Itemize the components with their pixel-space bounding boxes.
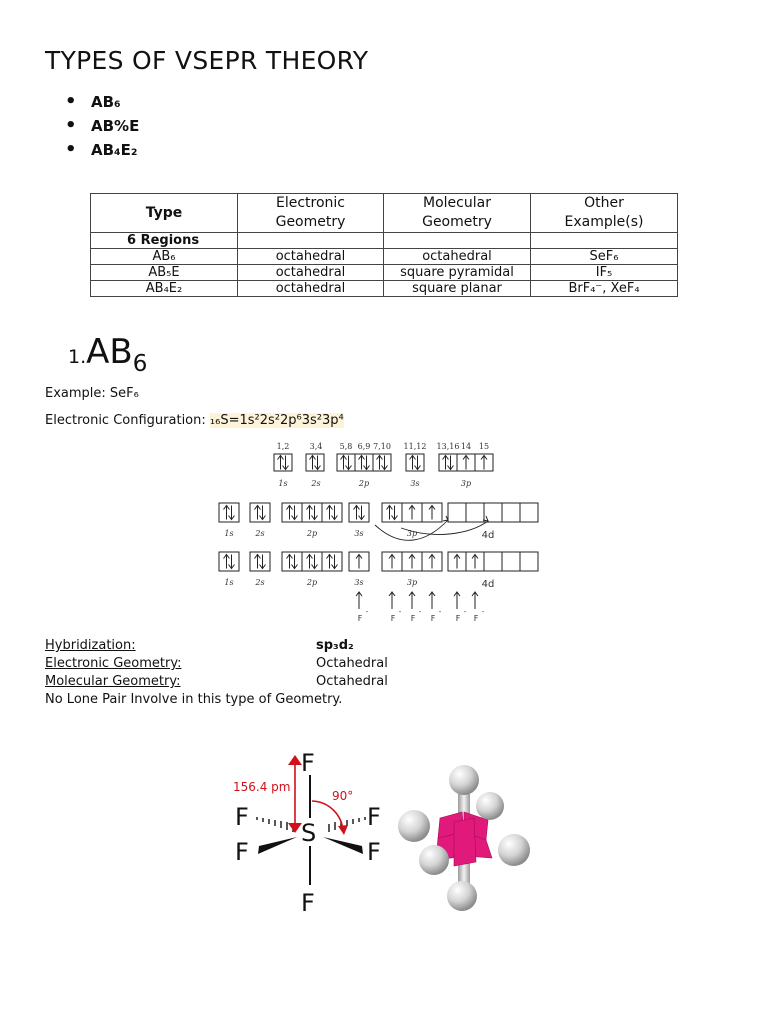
charge-mark: - — [365, 608, 369, 616]
fluorine-ball-top — [449, 765, 479, 795]
orbital-box — [520, 552, 538, 571]
fluorine-ball-bottom — [447, 881, 477, 911]
wedge-bond-right — [323, 837, 363, 854]
fluorine-label: F — [410, 614, 416, 623]
sulfur-core — [454, 818, 476, 866]
table-cell: octahedral — [238, 265, 384, 281]
orbital-box — [337, 454, 355, 471]
table-header-row — [91, 194, 678, 233]
electron-order-label: 11,12 — [403, 442, 427, 451]
fluorine-ball-front-left — [419, 845, 449, 875]
config-label: Electronic Configuration: — [45, 413, 210, 428]
dashed-bond-left — [257, 817, 293, 832]
orbital-box — [484, 552, 502, 571]
subshell-label: 3s — [354, 578, 364, 587]
fluorine-label: F — [357, 614, 363, 623]
table-cell: IF₅ — [531, 265, 678, 281]
orbital-box — [448, 503, 466, 522]
table-cell: AB₆ — [91, 249, 238, 265]
orbital-box — [306, 454, 324, 471]
orbital-box — [250, 503, 270, 522]
column-header: Other Example(s) — [531, 194, 678, 233]
orbital-box — [439, 454, 457, 471]
orbital-box — [520, 503, 538, 522]
electron-order-label: 3,4 — [309, 442, 323, 451]
orbital-box — [373, 454, 391, 471]
orbital-box — [355, 454, 373, 471]
electron-order-label: 7,10 — [373, 442, 391, 451]
electron-order-label: 14 — [460, 442, 472, 451]
orbital-box — [484, 503, 502, 522]
electron-order-label: 13,16 — [436, 442, 460, 451]
table-cell: BrF₄⁻, XeF₄ — [531, 281, 678, 297]
table-row — [91, 281, 678, 297]
hybridization-value: sp₃d₂ — [316, 638, 354, 653]
fluorine-label: F — [390, 614, 396, 623]
arrow-head — [338, 825, 348, 835]
fluorine-atom-right-front: F — [367, 838, 381, 866]
bond-angle-arc — [312, 801, 343, 832]
orbital-box — [302, 552, 322, 571]
table-cell — [531, 233, 678, 249]
electron-order-label: 1,2 — [276, 442, 290, 451]
fluorine-ball-left — [398, 810, 430, 842]
section-number: 1. — [68, 346, 87, 368]
subshell-label: 3s — [354, 529, 364, 538]
orbital-box — [502, 503, 520, 522]
page-title: TYPES OF VSEPR THEORY — [45, 46, 369, 75]
orbital-box — [274, 454, 292, 471]
orbital-box — [219, 552, 239, 571]
type-list — [45, 90, 139, 162]
table-cell: AB₄E₂ — [91, 281, 238, 297]
config-line — [45, 413, 344, 428]
molecular-geometry-value: Octahedral — [316, 674, 388, 689]
subshell-label: 4d — [481, 579, 495, 590]
lone-pair-note: No Lone Pair Involve in this type of Geometry. — [45, 692, 343, 707]
column-header: Molecular Geometry — [384, 194, 531, 233]
table-row — [91, 249, 678, 265]
subshell-label: 2s — [255, 529, 265, 538]
fluorine-label: F — [430, 614, 436, 623]
subshell-label: 2s — [311, 479, 321, 488]
bond-angle-label: 90° — [332, 789, 354, 803]
table-row — [91, 265, 678, 281]
list-item: • AB%E — [45, 114, 139, 138]
subshell-label: 4d — [481, 530, 495, 541]
fluorine-atom-bottom: F — [301, 889, 315, 917]
electron-order-label: 15 — [478, 442, 490, 451]
subshell-label: 1s — [224, 529, 234, 538]
table-cell: SeF₆ — [531, 249, 678, 265]
charge-mark: - — [438, 608, 442, 616]
subshell-label: 2s — [255, 578, 265, 587]
list-item: • AB₄E₂ — [45, 138, 139, 162]
subshell-label: 1s — [224, 578, 234, 587]
orbital-box — [322, 552, 342, 571]
charge-mark: - — [418, 608, 422, 616]
wedge-bond-left — [258, 837, 297, 854]
charge-mark: - — [463, 608, 467, 616]
orbital-box — [502, 552, 520, 571]
orbital-box — [382, 503, 402, 522]
table-cell: octahedral — [384, 249, 531, 265]
subshell-label: 1s — [278, 479, 288, 488]
fluorine-ball-back-right — [476, 792, 504, 820]
vsepr-table — [90, 193, 678, 297]
ball-and-stick-model — [392, 758, 542, 916]
bond-length-label: 156.4 pm — [233, 780, 291, 794]
fluorine-atom-left-back: F — [235, 803, 249, 831]
charge-mark: - — [398, 608, 402, 616]
electron-order-label: 5,8 — [339, 442, 353, 451]
orbital-box — [302, 503, 322, 522]
section-title-subscript: 6 — [132, 350, 148, 377]
molecular-geometry-label: Molecular Geometry: — [45, 674, 181, 689]
subshell-label: 3p — [406, 578, 418, 587]
section-heading — [68, 332, 147, 377]
section-title: AB — [86, 332, 133, 372]
orbital-box — [282, 552, 302, 571]
orbital-box — [250, 552, 270, 571]
table-cell: octahedral — [238, 281, 384, 297]
dashed-bond-right — [329, 817, 365, 832]
fluorine-ball-right — [498, 834, 530, 866]
subshell-label: 2p — [306, 578, 318, 587]
arrow-head — [288, 755, 302, 765]
subshell-label: 2p — [358, 479, 370, 488]
orbital-box — [282, 503, 302, 522]
sulfur-atom: S — [301, 819, 317, 847]
fluorine-atom-top: F — [301, 749, 315, 777]
subshell-label: 2p — [306, 529, 318, 538]
region-label: 6 Regions — [91, 233, 238, 249]
orbital-box — [349, 503, 369, 522]
table-cell: octahedral — [238, 249, 384, 265]
sf6-structure — [225, 745, 395, 920]
subshell-label: 3s — [410, 479, 420, 488]
fluorine-atom-right-back: F — [367, 803, 381, 831]
electronic-geometry-value: Octahedral — [316, 656, 388, 671]
table-cell — [238, 233, 384, 249]
orbital-box — [322, 503, 342, 522]
charge-mark: - — [481, 608, 485, 616]
subshell-label: 3p — [406, 529, 418, 538]
orbital-box — [219, 503, 239, 522]
fluorine-atom-left-front: F — [235, 838, 249, 866]
fluorine-label: F — [455, 614, 461, 623]
table-cell: square pyramidal — [384, 265, 531, 281]
column-header: Electronic Geometry — [238, 194, 384, 233]
orbital-box — [406, 454, 424, 471]
arrow-head — [288, 823, 302, 833]
table-cell — [384, 233, 531, 249]
table-cell: AB₅E — [91, 265, 238, 281]
hybridization-label: Hybridization: — [45, 638, 136, 653]
orbital-diagram — [210, 436, 550, 628]
example-line: Example: SeF₆ — [45, 386, 139, 401]
list-item: • AB₆ — [45, 90, 139, 114]
electron-order-label: 6,9 — [357, 442, 371, 451]
orbital-box — [466, 503, 484, 522]
table-row — [91, 233, 678, 249]
config-value: ₁₆S=1s²2s²2p⁶3s²3p⁴ — [209, 413, 344, 428]
column-header: Type — [91, 194, 238, 233]
electronic-geometry-label: Electronic Geometry: — [45, 656, 182, 671]
fluorine-label: F — [473, 614, 479, 623]
subshell-label: 3p — [460, 479, 472, 488]
table-cell: square planar — [384, 281, 531, 297]
